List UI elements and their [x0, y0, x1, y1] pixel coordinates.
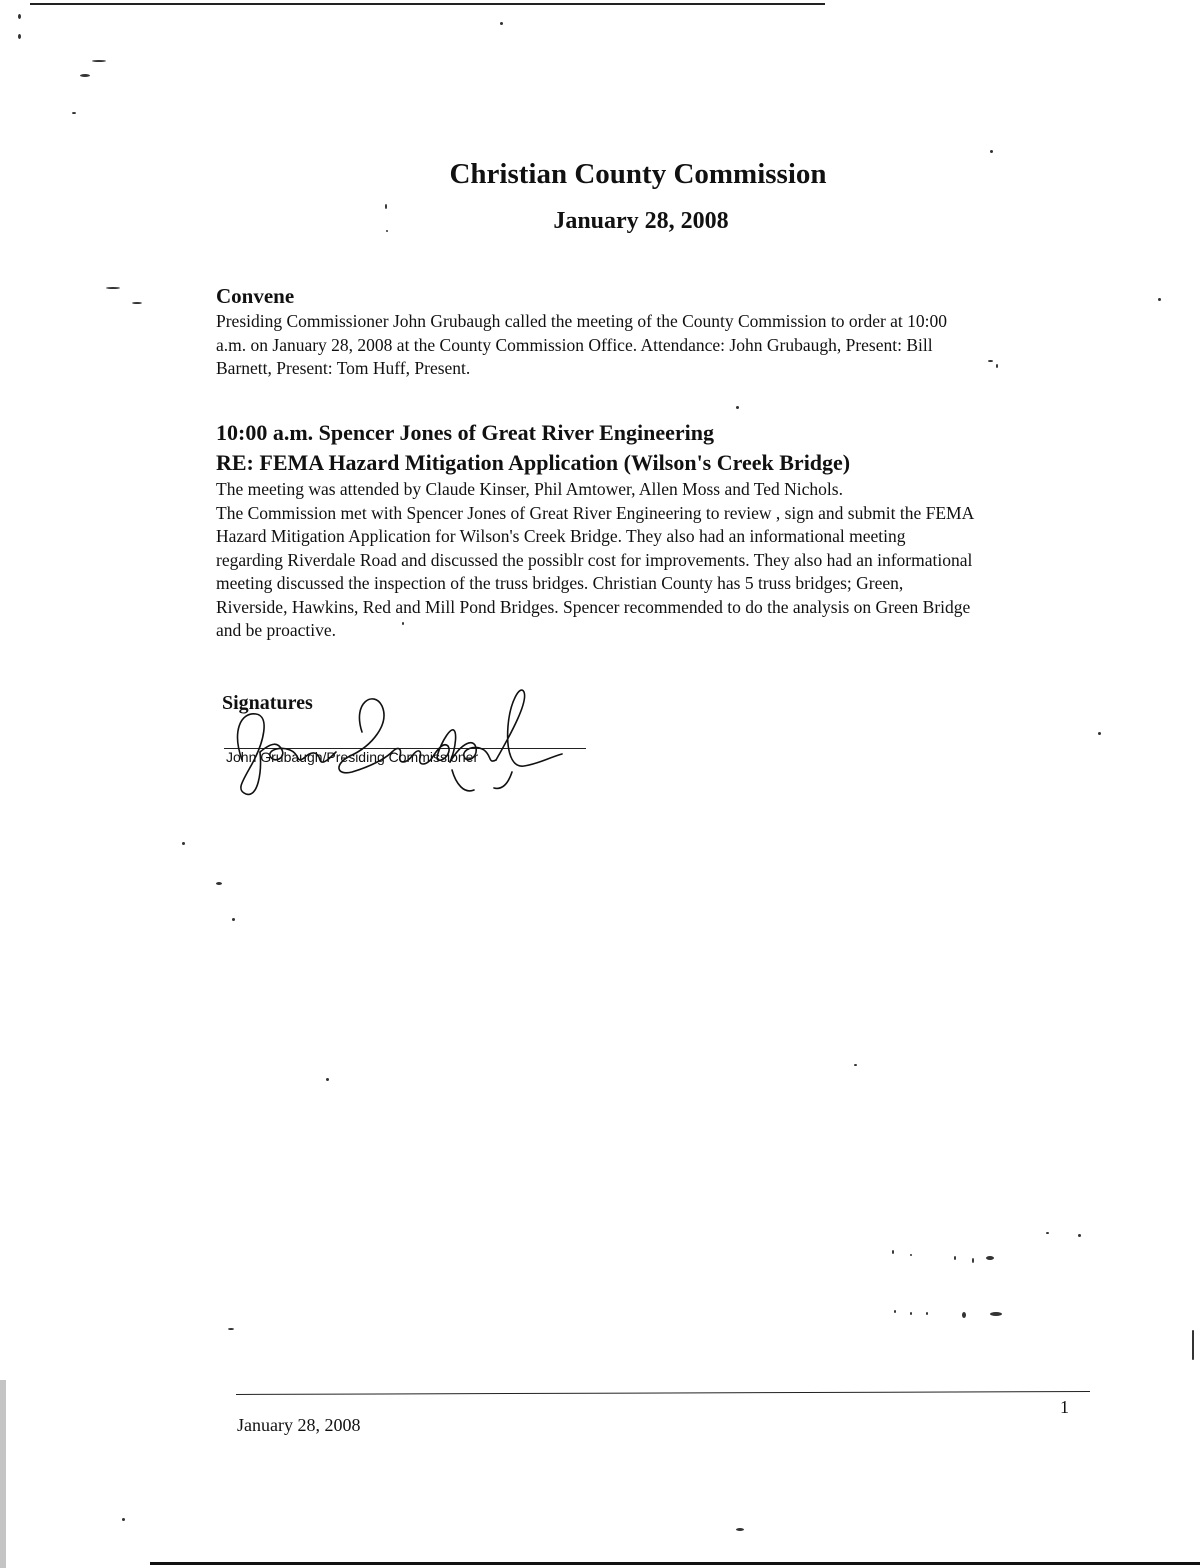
meeting-section: [216, 418, 1076, 643]
meeting-line: Riverside, Hawkins, Red and Mill Pond Bridges. Spencer recommended to do the analysis on Green Bridge: [216, 596, 971, 617]
meeting-line: The meeting was attended by Claude Kinser, Phil Amtower, Allen Moss and Ted Nichols.: [216, 479, 843, 499]
convene-line: a.m. on January 28, 2008 at the County Commission Office. Attendance: John Grubaugh, Present: Bill: [216, 334, 933, 355]
meeting-line: meeting discussed the inspection of the truss bridges. Christian County has 5 truss bridges; Green,: [216, 573, 904, 593]
meeting-line: Hazard Mitigation Application for Wilson's Creek Bridge. They also had an informational meeting: [216, 526, 906, 546]
signatures-label: Signatures: [222, 692, 313, 714]
meeting-line: The Commission met with Spencer Jones of Great River Engineering to review , sign and submit the FEMA: [216, 502, 975, 523]
footer-rule: [236, 1391, 1090, 1395]
convene-line: Barnett, Present: Tom Huff, Present.: [216, 358, 471, 378]
top-rule: [30, 3, 825, 5]
convene-line: Presiding Commissioner John Grubaugh called the meeting of the County Commission to order at 10:00: [216, 311, 948, 331]
meeting-line: and be proactive.: [216, 620, 337, 640]
document-date: January 28, 2008: [553, 208, 729, 234]
page-number: 1: [1060, 1397, 1069, 1417]
meeting-line: regarding Riverdale Road and discussed the possiblr cost for improvements. They also had an informational: [216, 549, 973, 570]
bottom-scan-edge: [150, 1562, 1200, 1565]
meeting-subject-heading: RE: FEMA Hazard Mitigation Application (Wilson's Creek Bridge): [216, 450, 851, 475]
meeting-heading: 10:00 a.m. Spencer Jones of Great River Engineering: [216, 420, 715, 445]
footer-date: January 28, 2008: [237, 1415, 361, 1435]
convene-section: [216, 282, 1076, 381]
document-title: Christian County Commission: [449, 158, 827, 190]
handwritten-signature-icon: [212, 672, 592, 812]
signature-caption: John Grubaugh/Presiding Commissioner: [226, 749, 479, 765]
signatures-block: [222, 692, 592, 812]
convene-heading: Convene: [216, 284, 295, 308]
